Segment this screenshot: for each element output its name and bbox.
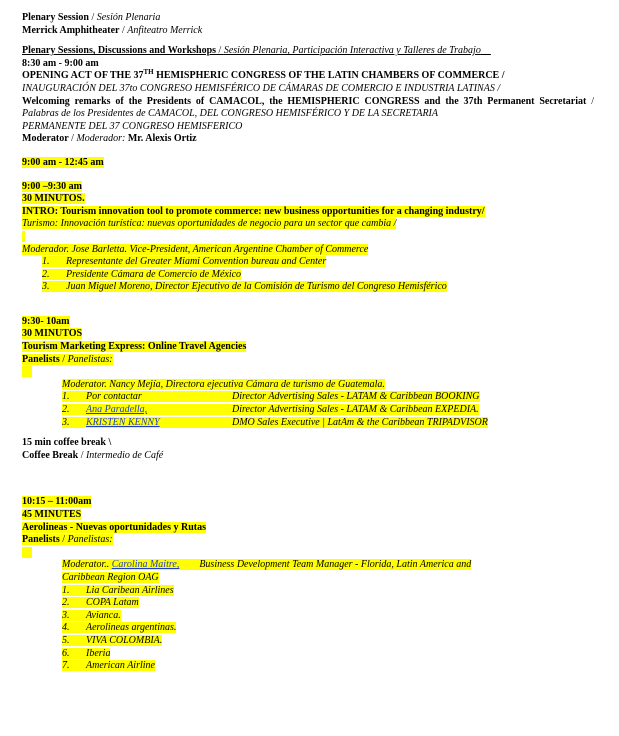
- session-title-es: Sesión Plenaria: [96, 12, 161, 23]
- sessions-heading: Plenary Sessions, Discussions and Workshops / Sesión Plenaria, Participación Interactiva y Talleres de Trabajo: [22, 45, 481, 57]
- marketing-panelists: Panelists / Panelistas:: [22, 353, 113, 365]
- list-item: 6. Iberia: [62, 647, 111, 659]
- marketing-duration: 30 MINUTOS: [22, 328, 83, 340]
- opening-time: 8:30 am - 9:00 am: [22, 57, 99, 69]
- airlines-moderator-role: Caribbean Region OAG: [62, 571, 159, 583]
- opening-moderator: Moderator / Moderador: Mr. Alexis Ortiz: [22, 133, 197, 145]
- list-item: 2. Presidente Cámara de Comercio de México: [42, 268, 242, 280]
- session-title: Plenary Session: [22, 12, 89, 23]
- airlines-title: Aerolineas - Nuevas oportunidades y Rutas: [22, 521, 206, 533]
- list-item: 1. Por contactar Director Advertising Sales - LATAM & Caribbean BOOKING: [62, 391, 480, 403]
- airlines-time: 10:15 – 11:00am: [22, 496, 92, 508]
- venue-es: Anfiteatro Merrick: [127, 24, 203, 36]
- marketing-moderator: Moderator. Nancy Mejía, Directora ejecutiva Cámara de turismo de Guatemala.: [62, 378, 385, 390]
- venue-line: Merrick Amphitheater / Anfiteatro Merrick: [22, 24, 203, 36]
- intro-time: 9:00 –9:30 am: [22, 180, 82, 192]
- marketing-time: 9:30- 10am: [22, 315, 70, 327]
- airlines-moderator: Moderator.. Carolina Maitre, Business Development Team Manager - Florida, Latin America and: [62, 559, 472, 571]
- intro-title: INTRO: Tourism innovation tool to promote commerce: new business opportunities for a changing industry/: [22, 205, 485, 217]
- coffee-duration: 15 min coffee break \: [22, 437, 112, 449]
- welcome-paragraph: Welcoming remarks of the Presidents of CAMACOL, the HEMISPHERIC CONGRESS and the 37th Permanent Secretariat / Palabras de los Presidentes de CAMACOL, DEL CONGRESO HEMISFÉRICO Y DE LA SECRETARIA: [22, 95, 594, 120]
- list-item: 2. COPA Latam: [62, 597, 139, 609]
- ana-paradella-link[interactable]: Ana Paradella,: [86, 404, 148, 416]
- list-item: 1. Lia Caribean Airlines: [62, 584, 174, 596]
- airlines-panel-list: [22, 559, 594, 672]
- marketing-title: Tourism Marketing Express: Online Travel Agencies: [22, 341, 247, 353]
- list-item: 3. Avianca.: [62, 609, 121, 621]
- intro-panel-list: [22, 256, 594, 294]
- agenda-document: [22, 12, 594, 673]
- carolina-maitre-link[interactable]: Carolina Maitre,: [111, 559, 180, 571]
- opening-title: OPENING ACT OF THE 37TH HEMISPHERIC CONGRESS OF THE LATIN CHAMBERS OF COMMERCE /: [22, 68, 505, 82]
- sessions-title-es: Sesión Plenaria, Participación Interactiva y Talleres de Trabajo: [223, 45, 481, 57]
- kristen-kenny-link[interactable]: KRISTEN KENNY: [86, 416, 160, 428]
- venue: Merrick Amphitheater: [22, 24, 120, 36]
- airlines-duration: 45 MINUTES: [22, 509, 82, 520]
- list-item: 5. VIVA COLOMBIA.: [62, 634, 163, 646]
- intro-duration: 30 MINUTOS.: [22, 193, 85, 205]
- list-item: 4. Aerolineas argentinas.: [62, 622, 177, 634]
- block-time: 9:00 am - 12:45 am: [22, 156, 104, 168]
- list-item: 3. KRISTEN KENNY DMO Sales Executive | LatAm & the Caribbean TRIPADVISOR: [62, 416, 488, 428]
- airlines-panelists: Panelists / Panelistas:: [22, 534, 113, 546]
- list-item: 7. American Airline: [62, 660, 155, 672]
- intro-title-es: Turismo: Innovación turística: nuevas oportunidades de negocio para un sector que cambia /: [22, 218, 397, 230]
- marketing-panel-list: [22, 379, 594, 429]
- session-line: Plenary Session / Sesión Plenaria: [22, 12, 161, 23]
- list-item: 1. Representante del Greater Miami Convention bureau and Center: [42, 256, 327, 268]
- intro-section: [22, 181, 594, 294]
- list-item: 3. Juan Miguel Moreno, Director Ejecutivo de la Comisión de Turismo del Congreso Hemisférico: [42, 281, 447, 293]
- welcome-es-end: PERMANENTE DEL 37 CONGRESO HEMISFERICO: [22, 120, 243, 132]
- list-item: 2. Ana Paradella, Director Advertising Sales - LATAM & Caribbean EXPEDIA.: [62, 404, 479, 416]
- intro-moderator: Moderador. Jose Barletta. Vice-President, American Argentine Chamber of Commerce: [22, 243, 369, 255]
- sessions-title: Plenary Sessions, Discussions and Workshops: [22, 45, 217, 57]
- coffee-break: Coffee Break / Intermedio de Café: [22, 449, 164, 461]
- opening-title-es: INAUGURACIÓN DEL 37to CONGRESO HEMISFÉRICO DE CÁMARAS DE COMERCIO E INDUSTRIA LATINAS /: [22, 82, 501, 94]
